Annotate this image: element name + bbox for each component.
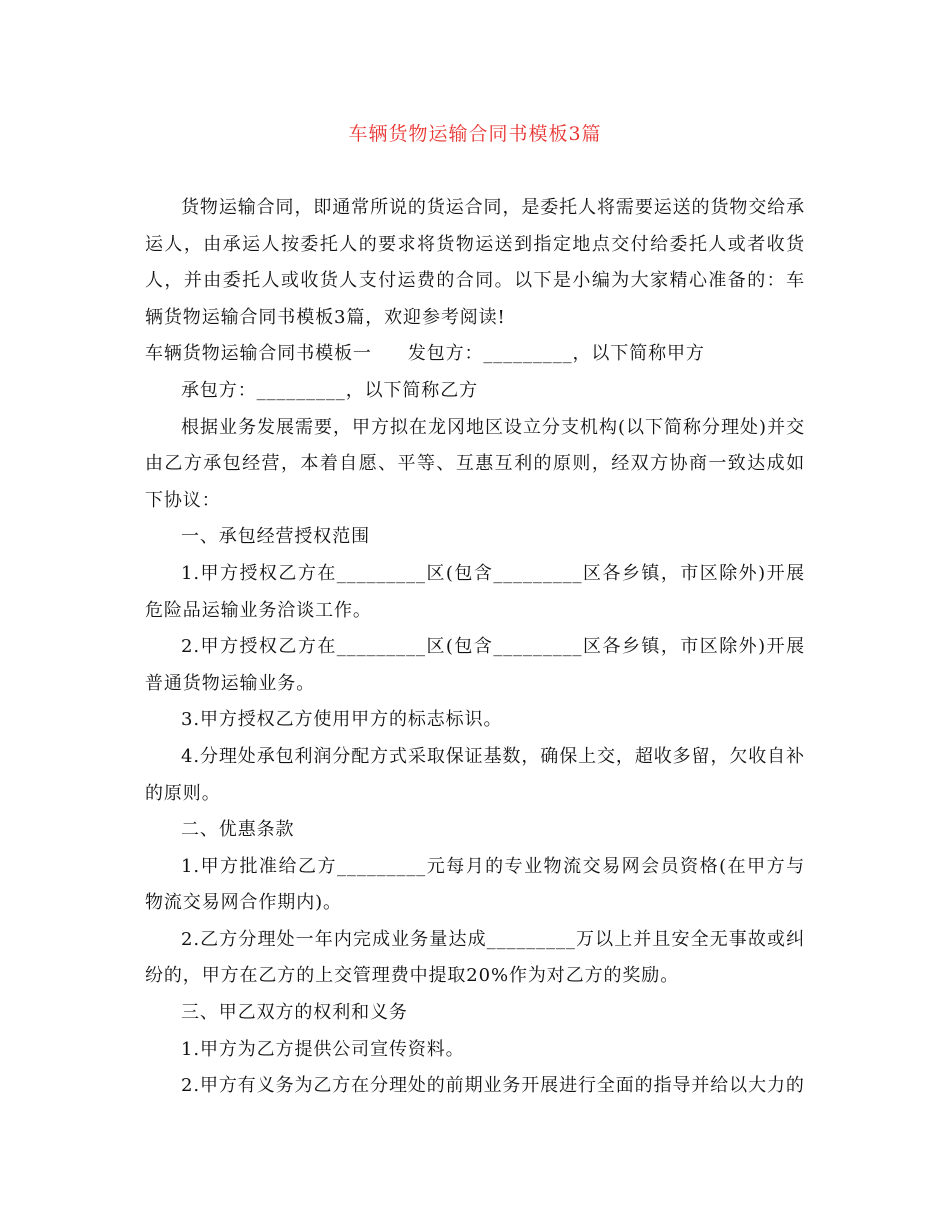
clause-1-4: 4.分理处承包利润分配方式采取保证基数，确保上交，超收多留，欠收自补的原则。 bbox=[145, 745, 805, 804]
preamble-paragraph: 根据业务发展需要，甲方拟在龙冈地区设立分支机构(以下简称分理处)并交由乙方承包经营，本着自愿、平等、互惠互利的原则，经双方协商一致达成如下协议： bbox=[145, 416, 805, 511]
contractor-line: 承包方：_________，以下简称乙方 bbox=[181, 379, 478, 401]
intro-paragraph: 货物运输合同，即通常所说的货运合同，是委托人将需要运送的货物交给承运人，由承运人按委托人的要求将货物运送到指定地点交付给委托人或者收货人，并由委托人或收货人支付运费的合同。以下是小编为大家精心准备的：车辆货物运输合同书模板3篇，欢迎参考阅读! bbox=[145, 197, 805, 328]
employer-line: 发包方：_________，以下简称甲方 bbox=[407, 343, 705, 365]
clause-2-1: 1.甲方批准给乙方_________元每月的专业物流交易网会员资格(在甲方与物流交易网合作期内)。 bbox=[145, 855, 805, 914]
clause-3-2: 2.甲方有义务为乙方在分理处的前期业务开展进行全面的指导并给以大力的 bbox=[181, 1075, 805, 1097]
section-two-heading: 二、优惠条款 bbox=[181, 819, 295, 841]
clause-1-1: 1.甲方授权乙方在_________区(包含_________区各乡镇，市区除外)开展危险品运输业务洽谈工作。 bbox=[145, 562, 805, 621]
clause-1-2: 2.甲方授权乙方在_________区(包含_________区各乡镇，市区除外)开展普通货物运输业务。 bbox=[145, 636, 805, 694]
clause-3-1: 1.甲方为乙方提供公司宣传资料。 bbox=[181, 1038, 465, 1060]
document-title: 车辆货物运输合同书模板3篇 bbox=[348, 123, 602, 145]
clause-1-3: 3.甲方授权乙方使用甲方的标志标识。 bbox=[181, 709, 503, 731]
document-body bbox=[145, 190, 805, 1105]
section-heading: 车辆货物运输合同书模板一 bbox=[145, 343, 372, 365]
section-heading-line bbox=[145, 336, 805, 373]
section-three-heading: 三、甲乙双方的权利和义务 bbox=[181, 1002, 408, 1024]
clause-2-2: 2.乙方分理处一年内完成业务量达成_________万以上并且安全无事故或纠纷的，甲方在乙方的上交管理费中提取20%作为对乙方的奖励。 bbox=[145, 928, 805, 987]
section-one-heading: 一、承包经营授权范围 bbox=[181, 526, 370, 548]
